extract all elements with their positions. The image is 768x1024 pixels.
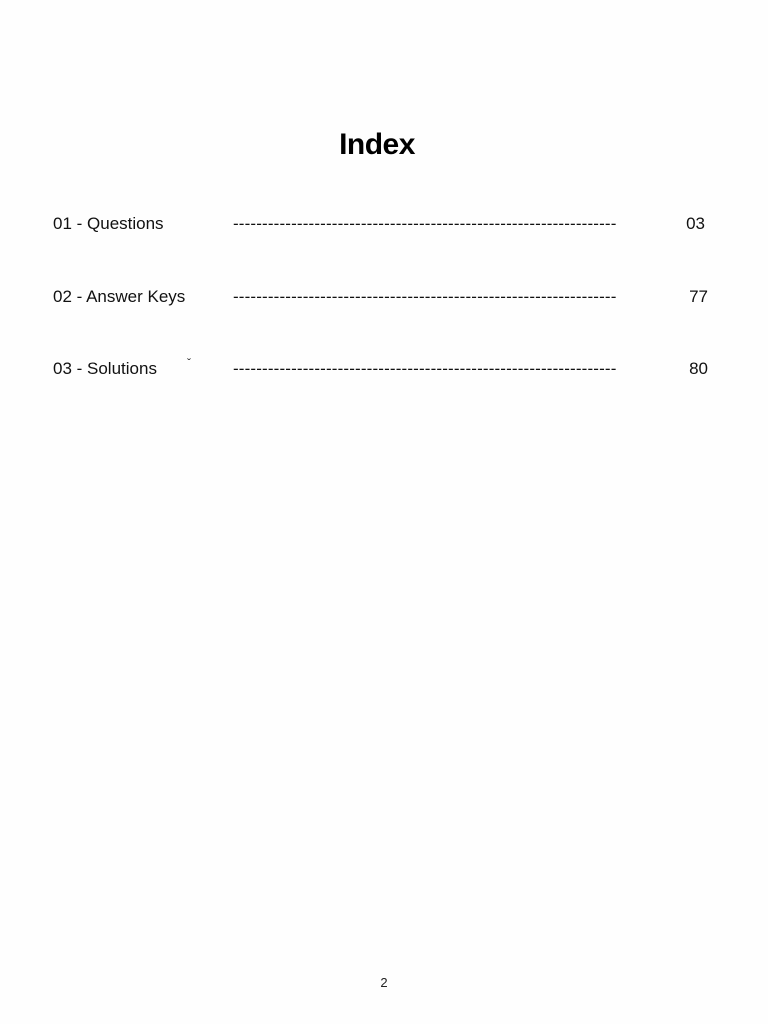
toc-entry-label: 03 - Solutions xyxy=(53,359,157,378)
toc-dot-leader: ------------------------------------------------------------------ xyxy=(233,214,617,233)
toc-entry-questions[interactable] xyxy=(0,212,768,236)
toc-entry-solutions[interactable] xyxy=(0,357,768,381)
page-title: Index xyxy=(339,128,415,162)
toc-dot-leader: ------------------------------------------------------------------ xyxy=(233,287,617,306)
toc-entry-answer-keys[interactable] xyxy=(0,285,768,309)
toc-entry-page-number: 77 xyxy=(689,287,708,306)
caron-mark: ˇ xyxy=(187,356,191,370)
footer-page-number: 2 xyxy=(380,975,388,990)
toc-entry-label: 01 - Questions xyxy=(53,214,164,233)
toc-entry-label: 02 - Answer Keys xyxy=(53,287,186,306)
toc-dot-leader: ------------------------------------------------------------------ xyxy=(233,359,617,378)
toc-entry-page-number: 03 xyxy=(686,214,705,233)
toc-entry-page-number: 80 xyxy=(689,359,708,378)
